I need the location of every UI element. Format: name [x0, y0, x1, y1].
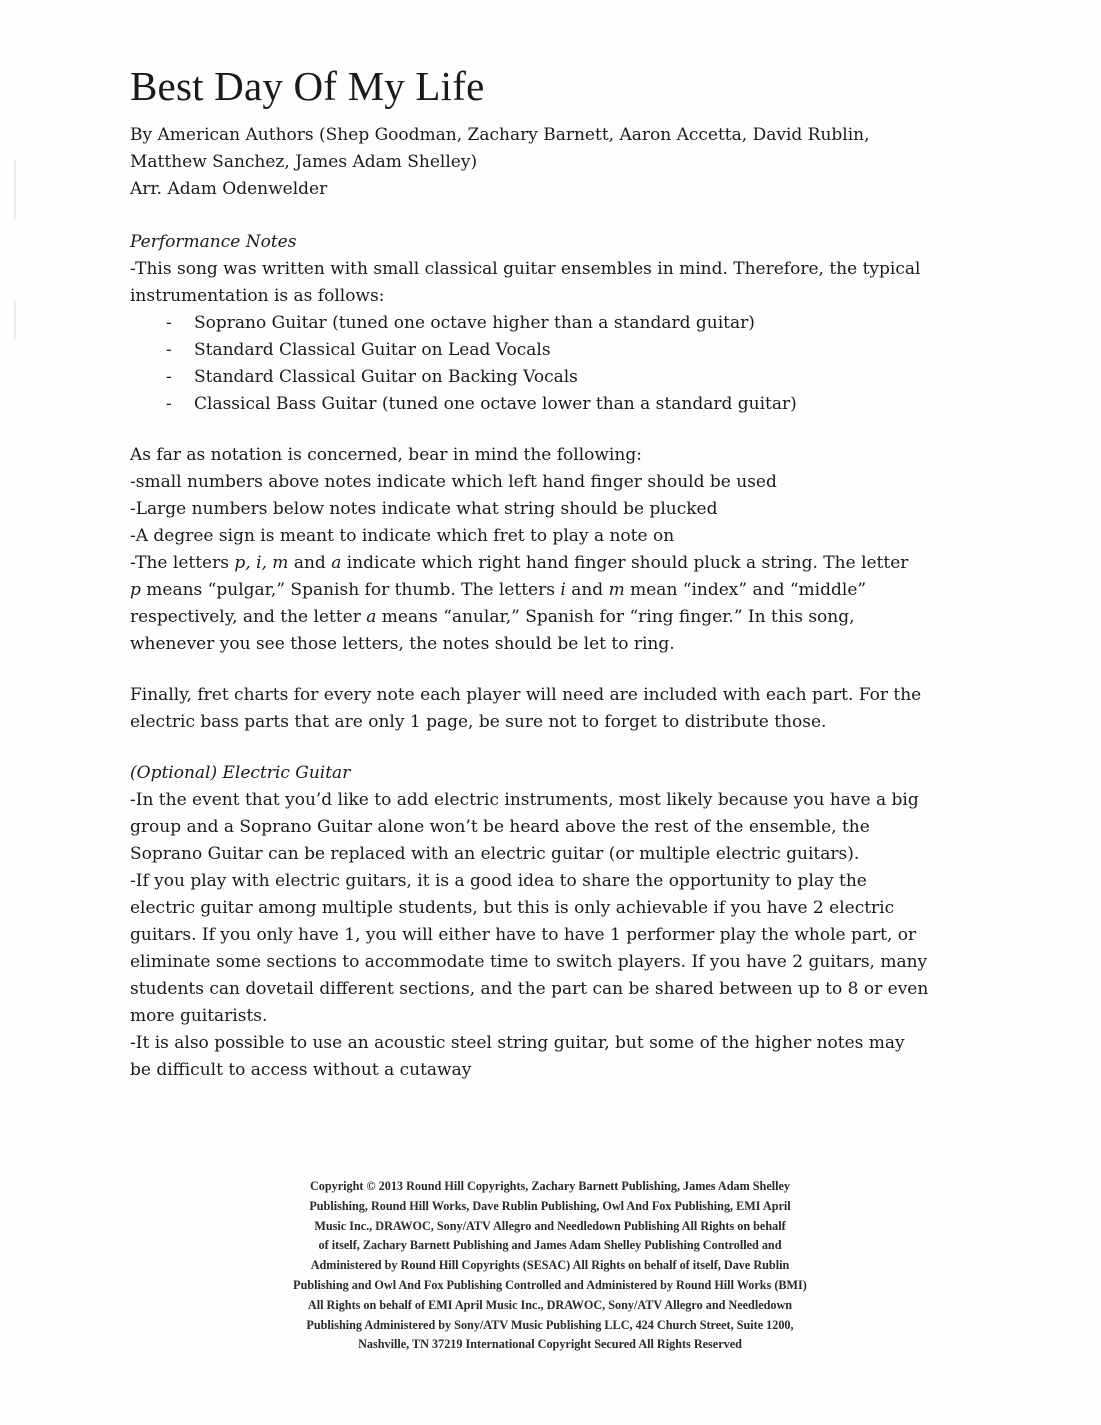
copyright-line: Publishing Administered by Sony/ATV Music Publishing LLC, 424 Church Street, Suite 1200, — [306, 1317, 794, 1332]
list-item: - Soprano Guitar (tuned one octave higher than a standard guitar) — [166, 313, 755, 333]
list-item: - Standard Classical Guitar on Lead Vocals — [166, 340, 551, 360]
paragraph-line: be difficult to access without a cutaway — [130, 1060, 472, 1080]
copyright-line: Nashville, TN 37219 International Copyright Secured All Rights Reserved — [358, 1337, 742, 1352]
paragraph-line: p means “pulgar,” Spanish for thumb. The letters i and m mean “index” and “middle” — [130, 580, 867, 600]
paragraph-line: whenever you see those letters, the notes should be let to ring. — [130, 634, 675, 654]
paragraph-line: electric guitar among multiple students, but this is only achievable if you have 2 electric — [130, 898, 895, 918]
paragraph-line: students can dovetail different sections, and the part can be shared between up to 8 or even — [130, 979, 929, 999]
byline-line: By American Authors (Shep Goodman, Zachary Barnett, Aaron Accetta, David Rublin, — [130, 125, 870, 145]
scan-edge-mark — [14, 160, 16, 220]
copyright-line: Publishing, Round Hill Works, Dave Rublin Publishing, Owl And Fox Publishing, EMI April — [309, 1198, 791, 1213]
copyright-line: Copyright © 2013 Round Hill Copyrights, Zachary Barnett Publishing, James Adam Shelley — [309, 1179, 791, 1193]
instrument-list — [130, 310, 980, 418]
performance-notes-section — [130, 229, 980, 418]
paragraph-line: guitars. If you only have 1, you will either have to have 1 performer play the whole part, or — [130, 925, 917, 945]
paragraph-line: -The letters p, i, m and a indicate which right hand finger should pluck a string. The letter — [130, 553, 909, 573]
notation-section — [130, 442, 980, 658]
paragraph-line: respectively, and the letter a means “anular,” Spanish for “ring finger.” In this song, — [130, 607, 855, 627]
paragraph-line: group and a Soprano Guitar alone won’t be heard above the rest of the ensemble, the — [130, 817, 870, 837]
list-item: - Standard Classical Guitar on Backing Vocals — [166, 367, 578, 387]
paragraph-line: -Large numbers below notes indicate what string should be plucked — [130, 499, 718, 519]
paragraph-line: As far as notation is concerned, bear in mind the following: — [130, 445, 642, 465]
copyright-line: Music Inc., DRAWOC, Sony/ATV Allegro and Needledown Publishing All Rights on behalf — [314, 1218, 786, 1233]
copyright-line: of itself, Zachary Barnett Publishing and James Adam Shelley Publishing Controlled and — [318, 1238, 782, 1253]
paragraph-line: Finally, fret charts for every note each player will need are included with each part. For the — [130, 685, 922, 705]
paragraph-line: instrumentation is as follows: — [130, 286, 385, 306]
paragraph-line: -In the event that you’d like to add electric instruments, most likely because you have a big — [130, 790, 919, 810]
paragraph-line: -A degree sign is meant to indicate which fret to play a note on — [130, 526, 675, 546]
paragraph-line: -This song was written with small classical guitar ensembles in mind. Therefore, the typical — [130, 259, 921, 279]
copyright-line: Administered by Round Hill Copyrights (SESAC) All Rights on behalf of itself, Dave Rublin — [310, 1258, 790, 1273]
scan-edge-mark — [14, 300, 16, 340]
electric-guitar-heading: (Optional) Electric Guitar — [130, 763, 351, 783]
paragraph-line: -small numbers above notes indicate which left hand finger should be used — [130, 472, 777, 492]
paragraph-line: electric bass parts that are only 1 page, be sure not to forget to distribute those. — [130, 712, 827, 732]
paragraph-line: -It is also possible to use an acoustic steel string guitar, but some of the higher notes may — [130, 1033, 905, 1053]
list-item: - Classical Bass Guitar (tuned one octave lower than a standard guitar) — [166, 394, 797, 414]
performance-notes-heading: Performance Notes — [130, 232, 297, 252]
paragraph-line: eliminate some sections to accommodate time to switch players. If you have 2 guitars, many — [130, 952, 928, 972]
paragraph-line: -If you play with electric guitars, it is a good idea to share the opportunity to play the — [130, 871, 867, 891]
fret-charts-section — [130, 682, 980, 736]
document-title: Best Day Of My Life — [130, 63, 485, 109]
paragraph-line: Soprano Guitar can be replaced with an electric guitar (or multiple electric guitars). — [130, 844, 860, 864]
copyright-notice — [200, 1177, 900, 1355]
copyright-line: Publishing and Owl And Fox Publishing Controlled and Administered by Round Hill Works (BMI) — [293, 1277, 807, 1292]
byline — [130, 122, 980, 203]
byline-line: Matthew Sanchez, James Adam Shelley) — [130, 152, 478, 172]
paragraph-line: more guitarists. — [130, 1006, 268, 1026]
electric-guitar-section — [130, 760, 980, 1084]
arranger-line: Arr. Adam Odenwelder — [130, 179, 328, 199]
document-body — [130, 62, 980, 1084]
copyright-line: All Rights on behalf of EMI April Music Inc., DRAWOC, Sony/ATV Allegro and Needledown — [307, 1297, 793, 1312]
